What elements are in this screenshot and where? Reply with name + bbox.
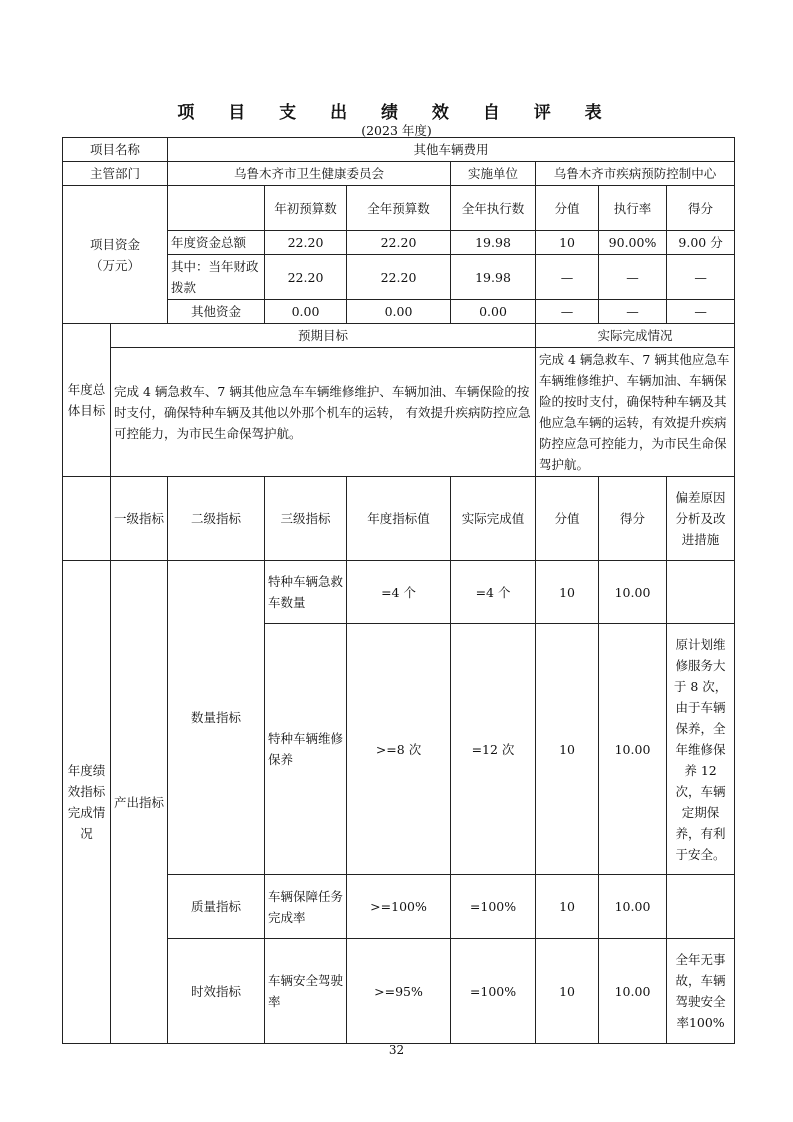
score-value: 10 (536, 939, 599, 1044)
actual-value: =100% (451, 875, 536, 939)
level3-indicator: 车辆安全驾驶率 (265, 939, 347, 1044)
project-name-value: 其他车辆费用 (168, 138, 735, 162)
expected-goal-header: 预期目标 (111, 324, 536, 348)
expected-goal-text: 完成 4 辆急救车、7 辆其他应急车车辆维修维护、车辆加油、车辆保险的按时支付，确保特种车辆及其他以外那个机车的运转， 有效提升疾病防控应急可控能力，为市民生命保驾护航。 (111, 348, 536, 477)
funds-cell: 22.20 (265, 231, 347, 255)
funds-cell: 19.98 (451, 231, 536, 255)
funds-cell: — (536, 255, 599, 300)
score-value: 10 (536, 875, 599, 939)
perf-header: 三级指标 (265, 477, 347, 561)
funds-cell: 19.98 (451, 255, 536, 300)
funds-header: 得分 (667, 186, 735, 231)
funds-header: 执行率 (599, 186, 667, 231)
deviation-note: 全年无事故，车辆驾驶安全率100% (667, 939, 735, 1044)
level3-indicator: 特种车辆急救车数量 (265, 561, 347, 624)
funds-cell: — (599, 255, 667, 300)
level3-indicator: 特种车辆维修保养 (265, 624, 347, 875)
perf-header: 分值 (536, 477, 599, 561)
funds-cell: 9.00 分 (667, 231, 735, 255)
target-value: =4 个 (347, 561, 451, 624)
level1-indicator: 产出指标 (111, 561, 168, 1044)
perf-header: 偏差原因分析及改进措施 (667, 477, 735, 561)
level2-indicator: 质量指标 (168, 875, 265, 939)
actual-value: =100% (451, 939, 536, 1044)
perf-header: 得分 (599, 477, 667, 561)
got-value: 10.00 (599, 939, 667, 1044)
perf-header: 实际完成值 (451, 477, 536, 561)
goal-label: 年度总体目标 (63, 324, 111, 477)
funds-cell: 90.00% (599, 231, 667, 255)
funds-cell: 0.00 (347, 300, 451, 324)
deviation-note (667, 875, 735, 939)
perf-header: 年度指标值 (347, 477, 451, 561)
self-evaluation-table (62, 137, 735, 1044)
dept-label: 主管部门 (63, 162, 168, 186)
deviation-note (667, 561, 735, 624)
target-value: >=8 次 (347, 624, 451, 875)
actual-goal-header: 实际完成情况 (536, 324, 735, 348)
perf-label: 年度绩效指标完成情况 (63, 561, 111, 1044)
funds-cell: 22.20 (265, 255, 347, 300)
funds-cell: 22.20 (347, 231, 451, 255)
funds-header: 全年执行数 (451, 186, 536, 231)
score-value: 10 (536, 561, 599, 624)
funds-row-label: 其他资金 (168, 300, 265, 324)
funds-row-label: 其中：当年财政拨款 (168, 255, 265, 300)
deviation-note: 原计划维修服务大于 8 次，由于车辆保养，全年维修保养 12 次，车辆定期保养，有利于安全。 (667, 624, 735, 875)
funds-header: 全年预算数 (347, 186, 451, 231)
target-value: >=95% (347, 939, 451, 1044)
level3-indicator: 车辆保障任务完成率 (265, 875, 347, 939)
funds-header: 分值 (536, 186, 599, 231)
level2-indicator: 数量指标 (168, 561, 265, 875)
perf-header-blank (63, 477, 111, 561)
funds-row-label: 年度资金总额 (168, 231, 265, 255)
unit-value: 乌鲁木齐市疾病预防控制中心 (536, 162, 735, 186)
actual-value: =4 个 (451, 561, 536, 624)
score-value: 10 (536, 624, 599, 875)
got-value: 10.00 (599, 561, 667, 624)
actual-goal-text: 完成 4 辆急救车、7 辆其他应急车车辆维修维护、车辆加油、车辆保险的按时支付，确保特种车辆及其他应急车辆的运转，有效提升疾病防控应急可控能力，为市民生命保驾护航。 (536, 348, 735, 477)
page-subtitle: (2023 年度) (361, 123, 432, 138)
funds-cell: — (599, 300, 667, 324)
funds-cell: — (536, 300, 599, 324)
funds-header: 年初预算数 (265, 186, 347, 231)
unit-label: 实施单位 (451, 162, 536, 186)
page-number: 32 (388, 1043, 405, 1057)
dept-value: 乌鲁木齐市卫生健康委员会 (168, 162, 451, 186)
perf-header: 一级指标 (111, 477, 168, 561)
got-value: 10.00 (599, 624, 667, 875)
funds-cell: 10 (536, 231, 599, 255)
actual-value: =12 次 (451, 624, 536, 875)
target-value: >=100% (347, 875, 451, 939)
page-title: 项 目 支 出 绩 效 自 评 表 (177, 103, 616, 123)
got-value: 10.00 (599, 875, 667, 939)
project-name-label: 项目名称 (63, 138, 168, 162)
funds-cell: 0.00 (265, 300, 347, 324)
funds-cell: — (667, 255, 735, 300)
perf-header: 二级指标 (168, 477, 265, 561)
level2-indicator: 时效指标 (168, 939, 265, 1044)
funds-cell: 22.20 (347, 255, 451, 300)
funds-cell: 0.00 (451, 300, 536, 324)
funds-header-blank (168, 186, 265, 231)
funds-cell: — (667, 300, 735, 324)
funds-label: 项目资金 （万元） (63, 186, 168, 324)
